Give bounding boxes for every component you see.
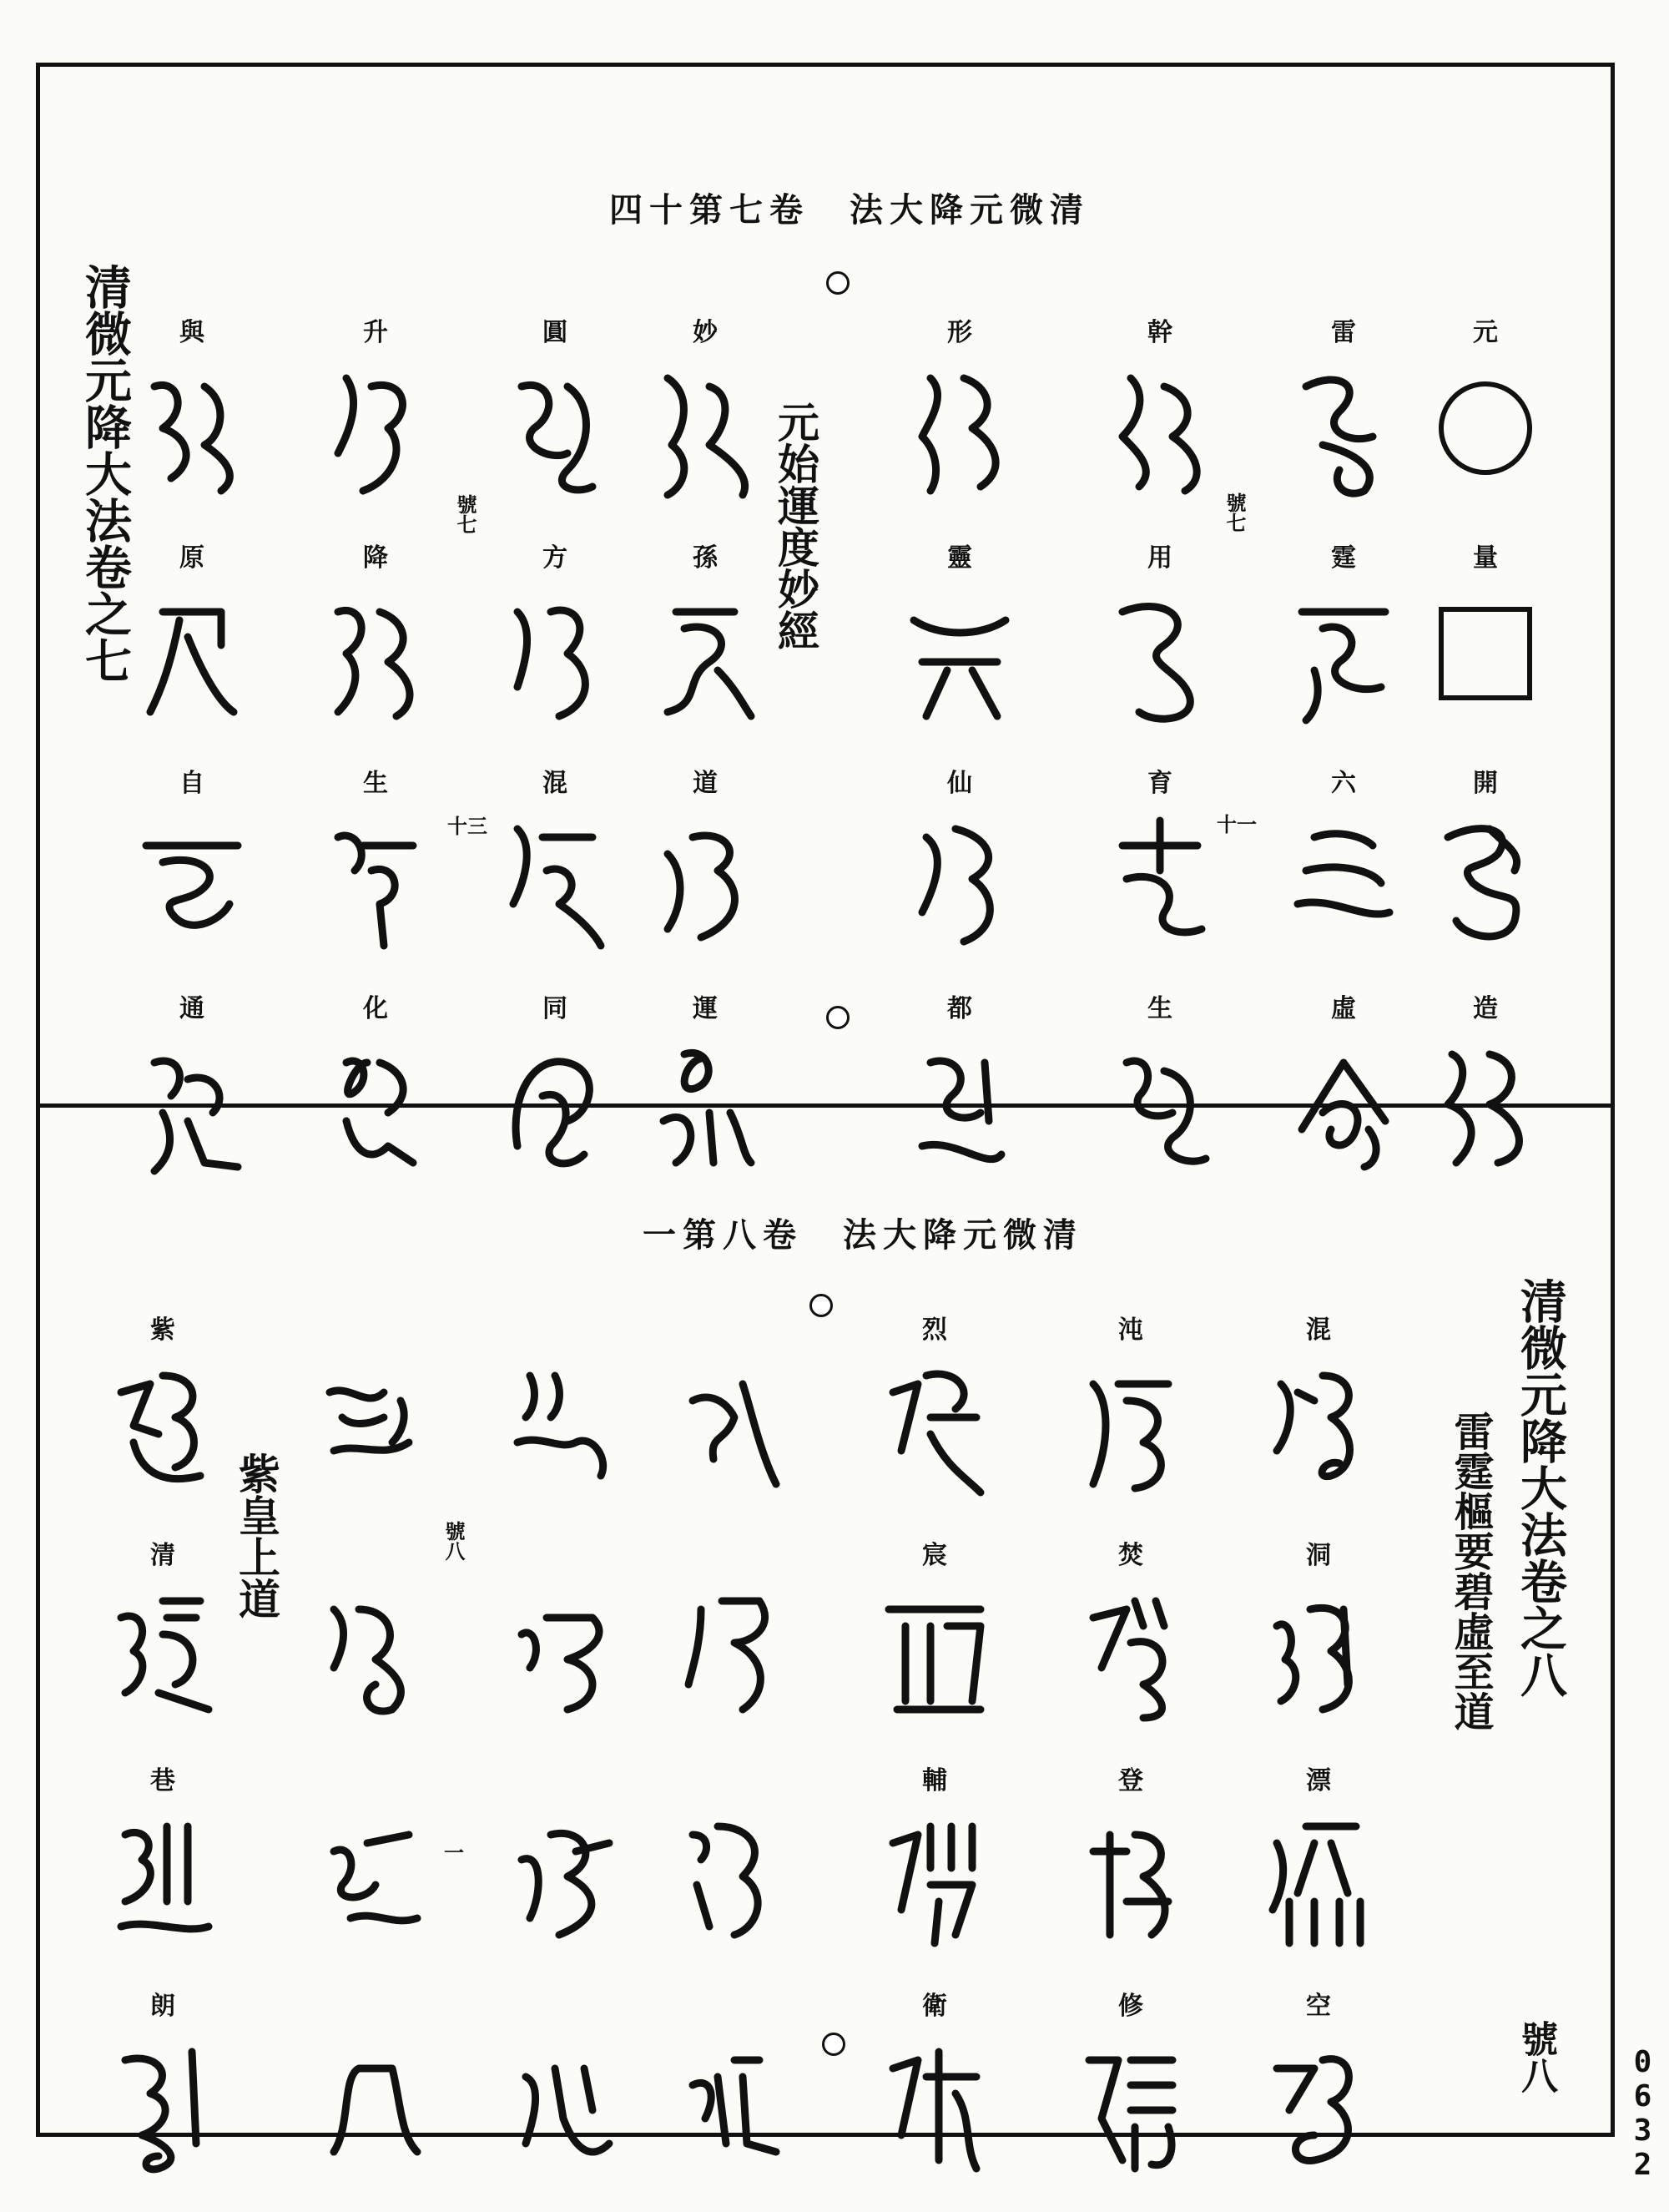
talisman-glyph (501, 1029, 609, 1179)
talisman-label: 朗 (150, 1992, 175, 2021)
talisman-column (1264, 1311, 1373, 2212)
talisman-label: 圓 (542, 318, 567, 347)
talisman-glyph (1264, 1801, 1373, 1952)
talisman-column (880, 1311, 989, 2212)
talisman-cell (1106, 989, 1214, 1215)
talisman-cell (1289, 764, 1398, 989)
talisman-label: 清 (150, 1541, 175, 1570)
talisman-cell (651, 313, 759, 538)
talisman-cell (651, 538, 759, 764)
talisman-glyph (138, 1029, 246, 1179)
talisman-label: 化 (363, 994, 388, 1023)
talisman-glyph (501, 804, 609, 954)
talisman-cell (1106, 313, 1214, 538)
talisman-cell (138, 538, 246, 764)
talisman-label: 育 (1147, 769, 1172, 798)
talisman-column (651, 313, 759, 1215)
talisman-label: 原 (179, 543, 204, 573)
talisman-column (138, 313, 246, 1215)
bottom-deity-title: 紫皇上道 (232, 1452, 281, 1619)
binding-hole (822, 2033, 845, 2056)
talisman-cell (138, 764, 246, 989)
talisman-cell (676, 1761, 784, 1987)
talisman-cell (321, 313, 430, 538)
talisman-label: 衛 (922, 1992, 947, 2021)
talisman-glyph (108, 1801, 217, 1952)
talisman-label: 六 (1331, 769, 1356, 798)
talisman-label: 空 (1306, 1992, 1331, 2021)
talisman-label: 孫 (693, 543, 718, 573)
talisman-glyph (138, 804, 246, 954)
talisman-cell (509, 1311, 618, 1536)
talisman-glyph (651, 578, 759, 729)
talisman-column (509, 1311, 618, 2212)
talisman-cell (1289, 538, 1398, 764)
top-mark-c: 號七 (453, 494, 477, 534)
talisman-glyph (880, 1801, 989, 1952)
talisman-glyph (317, 2027, 426, 2177)
talisman-cell (1077, 1761, 1185, 1987)
talisman-label: 開 (1473, 769, 1498, 798)
talisman-column (1289, 313, 1398, 1215)
binding-hole (809, 1294, 833, 1317)
square-symbol (1439, 607, 1532, 700)
top-side-title: 清微元降大法卷之七 (78, 263, 133, 684)
talisman-cell (651, 989, 759, 1215)
talisman-label: 宸 (922, 1541, 947, 1570)
talisman-glyph (651, 804, 759, 954)
talisman-label: 量 (1473, 543, 1498, 573)
talisman-cell (321, 764, 430, 989)
talisman-cell (1077, 1311, 1185, 1536)
talisman-cell (317, 1311, 426, 1536)
talisman-label: 巷 (150, 1766, 175, 1795)
talisman-cell (1264, 1536, 1373, 1761)
talisman-cell (108, 1536, 217, 1761)
talisman-cell (676, 1536, 784, 1761)
talisman-label: 靈 (947, 543, 972, 573)
binding-hole (826, 271, 850, 295)
talisman-cell (880, 1311, 989, 1536)
talisman-label: 道 (693, 769, 718, 798)
page-number-text: 0632 (1626, 2045, 1660, 2182)
talisman-glyph (108, 1576, 217, 1726)
talisman-label: 洞 (1306, 1541, 1331, 1570)
bottom-header: 一第八卷 法大降元微清 (643, 1215, 1083, 1255)
talisman-label: 同 (542, 994, 567, 1023)
talisman-label: 焚 (1118, 1541, 1143, 1570)
talisman-label: 幹 (1147, 318, 1172, 347)
talisman-column (1431, 313, 1540, 1215)
talisman-glyph (1289, 1029, 1398, 1179)
talisman-cell (321, 538, 430, 764)
talisman-glyph (321, 578, 430, 729)
talisman-cell (880, 1761, 989, 1987)
talisman-glyph (509, 1576, 618, 1726)
talisman-glyph (501, 353, 609, 503)
talisman-glyph (321, 1029, 430, 1179)
talisman-label: 都 (947, 994, 972, 1023)
bottom-mark-b: 一 (444, 1841, 464, 1865)
talisman-cell (317, 1987, 426, 2212)
talisman-cell (676, 1311, 784, 1536)
talisman-cell (1077, 1536, 1185, 1761)
page-number (1626, 2045, 1659, 2189)
talisman-cell (317, 1536, 426, 1761)
talisman-label: 輔 (922, 1766, 947, 1795)
talisman-glyph (1106, 804, 1214, 954)
talisman-cell (1264, 1311, 1373, 1536)
talisman-label: 形 (947, 318, 972, 347)
talisman-cell (1439, 538, 1532, 764)
talisman-cell (108, 1311, 217, 1536)
talisman-column (317, 1311, 426, 2212)
talisman-glyph (1264, 1351, 1373, 1501)
talisman-label: 仙 (947, 769, 972, 798)
talisman-glyph (321, 804, 430, 954)
talisman-column (501, 313, 609, 1215)
talisman-cell (321, 989, 430, 1215)
talisman-cell (1264, 1761, 1373, 1987)
talisman-label: 混 (1306, 1316, 1331, 1345)
talisman-cell (138, 989, 246, 1215)
talisman-cell (501, 313, 609, 538)
talisman-label: 沌 (1118, 1316, 1143, 1345)
talisman-cell (501, 764, 609, 989)
top-mark-d: 十三 (447, 814, 487, 838)
talisman-glyph (1106, 578, 1214, 729)
top-sub-title: 元始運度妙經 (771, 401, 820, 651)
bottom-sub-title: 雷霆樞要碧虛至道 (1447, 1411, 1494, 1731)
talisman-label: 方 (542, 543, 567, 573)
talisman-label: 自 (179, 769, 204, 798)
talisman-glyph (317, 1351, 426, 1501)
talisman-glyph (1077, 1801, 1185, 1952)
talisman-cell (1289, 989, 1398, 1215)
talisman-glyph (1077, 1576, 1185, 1726)
talisman-cell (317, 1761, 426, 1987)
talisman-label: 紫 (150, 1316, 175, 1345)
talisman-glyph (501, 578, 609, 729)
talisman-glyph (1264, 2027, 1373, 2177)
talisman-glyph (1289, 353, 1398, 503)
talisman-glyph (880, 1351, 989, 1501)
talisman-cell (1077, 1987, 1185, 2212)
corner-mark: 號八 (1515, 2020, 1557, 2093)
bottom-side-title: 清微元降大法卷之八 (1513, 1277, 1568, 1698)
talisman-column (108, 1311, 217, 2212)
talisman-glyph (509, 1801, 618, 1952)
talisman-glyph (1077, 1351, 1185, 1501)
talisman-cell (509, 1536, 618, 1761)
talisman-label: 漂 (1306, 1766, 1331, 1795)
talisman-label: 生 (363, 769, 388, 798)
talisman-glyph (108, 1351, 217, 1501)
talisman-glyph (676, 2027, 784, 2177)
talisman-label: 升 (363, 318, 388, 347)
talisman-cell (108, 1987, 217, 2212)
binding-hole (826, 1006, 850, 1029)
talisman-glyph (905, 1029, 1014, 1179)
talisman-cell (108, 1761, 217, 1987)
talisman-glyph (676, 1576, 784, 1726)
talisman-glyph (880, 1576, 989, 1726)
talisman-glyph (509, 1351, 618, 1501)
talisman-cell (501, 989, 609, 1215)
talisman-glyph (1431, 804, 1540, 954)
talisman-glyph (1264, 1576, 1373, 1726)
talisman-cell (905, 989, 1014, 1215)
talisman-glyph (905, 578, 1014, 729)
talisman-cell (509, 1987, 618, 2212)
talisman-cell (1106, 764, 1214, 989)
talisman-label: 降 (363, 543, 388, 573)
talisman-label: 登 (1118, 1766, 1143, 1795)
talisman-column (321, 313, 430, 1215)
talisman-glyph (1106, 1029, 1214, 1179)
talisman-cell (880, 1987, 989, 2212)
talisman-cell (905, 764, 1014, 989)
talisman-glyph (321, 353, 430, 503)
talisman-glyph (317, 1576, 426, 1726)
talisman-glyph (138, 353, 246, 503)
talisman-cell (676, 1987, 784, 2212)
talisman-glyph (1289, 578, 1398, 729)
talisman-glyph (905, 804, 1014, 954)
talisman-label: 霆 (1331, 543, 1356, 573)
talisman-label: 造 (1473, 994, 1498, 1023)
top-header: 四十第七卷 法大降元微清 (609, 190, 1090, 230)
talisman-label: 生 (1147, 994, 1172, 1023)
talisman-column (905, 313, 1014, 1215)
talisman-label: 運 (693, 994, 718, 1023)
talisman-cell (651, 764, 759, 989)
talisman-label: 妙 (693, 318, 718, 347)
talisman-cell (1431, 989, 1540, 1215)
talisman-glyph (1431, 1029, 1540, 1179)
talisman-cell (880, 1536, 989, 1761)
talisman-glyph (651, 1029, 759, 1179)
talisman-cell (1431, 764, 1540, 989)
talisman-cell (1264, 1987, 1373, 2212)
top-mark-a: 號七 (1223, 492, 1247, 533)
talisman-label: 烈 (922, 1316, 947, 1345)
talisman-cell (1439, 313, 1532, 538)
talisman-glyph (905, 353, 1014, 503)
talisman-cell (1106, 538, 1214, 764)
talisman-glyph (108, 2027, 217, 2177)
talisman-glyph (880, 2027, 989, 2177)
talisman-glyph (676, 1351, 784, 1501)
talisman-cell (905, 313, 1014, 538)
talisman-cell (501, 538, 609, 764)
talisman-label: 混 (542, 769, 567, 798)
talisman-column (1106, 313, 1214, 1215)
talisman-glyph (1077, 2027, 1185, 2177)
talisman-glyph (509, 2027, 618, 2177)
talisman-label: 雷 (1331, 318, 1356, 347)
talisman-glyph (317, 1801, 426, 1952)
talisman-cell (509, 1761, 618, 1987)
talisman-label: 通 (179, 994, 204, 1023)
talisman-glyph (651, 353, 759, 503)
talisman-cell (138, 313, 246, 538)
talisman-label: 與 (179, 318, 204, 347)
talisman-glyph (1289, 804, 1398, 954)
talisman-label: 元 (1473, 318, 1498, 347)
talisman-glyph (676, 1801, 784, 1952)
talisman-label: 虛 (1331, 994, 1356, 1023)
circle-symbol (1439, 381, 1532, 475)
talisman-column (1077, 1311, 1185, 2212)
top-mark-b: 十一 (1217, 812, 1257, 836)
talisman-label: 用 (1147, 543, 1172, 573)
talisman-cell (1289, 313, 1398, 538)
talisman-label: 修 (1118, 1992, 1143, 2021)
talisman-glyph (1106, 353, 1214, 503)
talisman-cell (905, 538, 1014, 764)
talisman-glyph (138, 578, 246, 729)
bottom-mark-a: 號八 (441, 1521, 466, 1561)
talisman-column (676, 1311, 784, 2212)
